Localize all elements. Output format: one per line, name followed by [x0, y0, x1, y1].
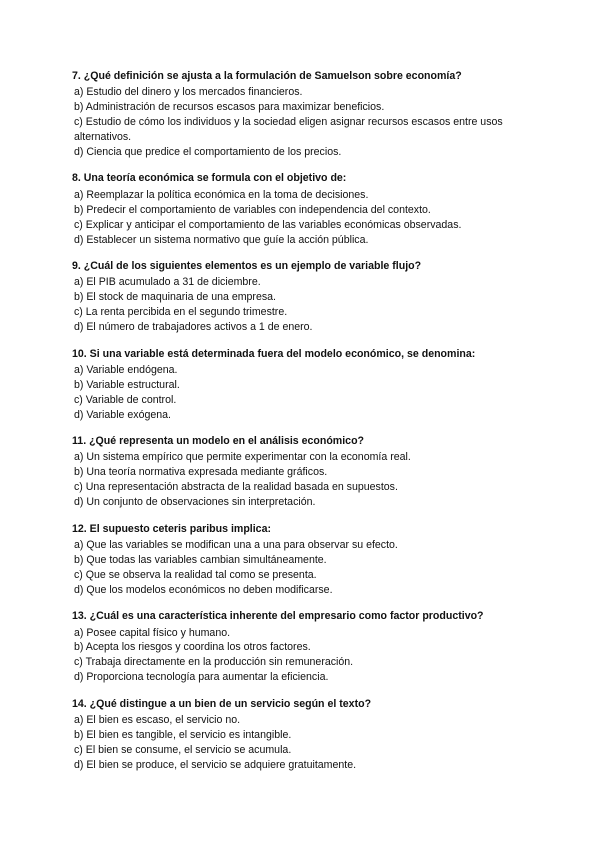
answer-option: a) Que las variables se modifican una a una para observar su efecto.: [74, 538, 398, 551]
answer-option: b) Que todas las variables cambian simultáneamente.: [74, 553, 327, 566]
question-block: [72, 697, 542, 773]
question-block: [72, 347, 542, 423]
question-block: [72, 171, 542, 247]
answer-option: b) El stock de maquinaria de una empresa.: [74, 291, 276, 304]
answer-option: c) Explicar y anticipar el comportamiento de las variables económicas observadas.: [74, 218, 462, 231]
answer-option: d) Ciencia que predice el comportamiento de los precios.: [74, 146, 342, 159]
answer-option: a) Estudio del dinero y los mercados financieros.: [74, 86, 303, 99]
exam-page: [72, 69, 542, 784]
question-title: 12. El supuesto ceteris paribus implica:: [72, 522, 271, 535]
question-title: 10. Si una variable está determinada fuera del modelo económico, se denomina:: [72, 347, 476, 360]
answer-option: d) Establecer un sistema normativo que guíe la acción pública.: [74, 233, 369, 246]
answer-option: d) Variable exógena.: [74, 408, 171, 421]
answer-option: b) Variable estructural.: [74, 378, 180, 391]
question-title: 14. ¿Qué distingue a un bien de un servicio según el texto?: [72, 697, 372, 710]
question-title: 9. ¿Cuál de los siguientes elementos es un ejemplo de variable flujo?: [72, 259, 422, 272]
question-block: [72, 434, 542, 510]
question-title: 13. ¿Cuál es una característica inherente del empresario como factor productivo?: [72, 610, 484, 623]
question-block: [72, 522, 542, 598]
answer-option: d) Que los modelos económicos no deben modificarse.: [74, 583, 333, 596]
answer-option: d) El bien se produce, el servicio se adquiere gratuitamente.: [74, 758, 357, 771]
answer-option: d) Un conjunto de observaciones sin interpretación.: [74, 496, 316, 509]
question-block: [72, 259, 542, 335]
question-block: [72, 609, 542, 685]
answer-option: b) Administración de recursos escasos para maximizar beneficios.: [74, 101, 385, 114]
answer-option: d) El número de trabajadores activos a 1 de enero.: [74, 321, 313, 334]
answer-option: b) Predecir el comportamiento de variables con independencia del contexto.: [74, 203, 431, 216]
question-title: 11. ¿Qué representa un modelo en el análisis económico?: [72, 435, 365, 448]
answer-option: a) El PIB acumulado a 31 de diciembre.: [74, 276, 261, 289]
answer-option: a) Posee capital físico y humano.: [74, 626, 231, 639]
answer-option: c) El bien se consume, el servicio se acumula.: [74, 743, 292, 756]
question-title: 7. ¿Qué definición se ajusta a la formulación de Samuelson sobre economía?: [72, 70, 462, 82]
answer-option: b) Acepta los riesgos y coordina los otros factores.: [74, 641, 311, 654]
answer-option: c) Que se observa la realidad tal como se presenta.: [74, 568, 317, 581]
answer-option: a) Variable endógena.: [74, 363, 178, 376]
answer-option: d) Proporciona tecnología para aumentar la eficiencia.: [74, 671, 329, 684]
question-block: [72, 69, 542, 160]
question-title: 8. Una teoría económica se formula con el objetivo de:: [72, 172, 347, 185]
answer-option: c) Trabaja directamente en la producción sin remuneración.: [74, 656, 354, 669]
answer-option: b) Una teoría normativa expresada mediante gráficos.: [74, 466, 328, 479]
answer-option: c) Variable de control.: [74, 393, 177, 406]
answer-option: c) Una representación abstracta de la realidad basada en supuestos.: [74, 481, 398, 494]
answer-option: c) Estudio de cómo los individuos y la sociedad eligen asignar recursos escasos entre usos alternativos.: [74, 116, 503, 144]
answer-option: a) Reemplazar la política económica en la toma de decisiones.: [74, 188, 369, 201]
answer-option: c) La renta percibida en el segundo trimestre.: [74, 306, 288, 319]
answer-option: a) El bien es escaso, el servicio no.: [74, 714, 241, 727]
answer-option: a) Un sistema empírico que permite experimentar con la economía real.: [74, 451, 411, 464]
answer-option: b) El bien es tangible, el servicio es intangible.: [74, 728, 292, 741]
